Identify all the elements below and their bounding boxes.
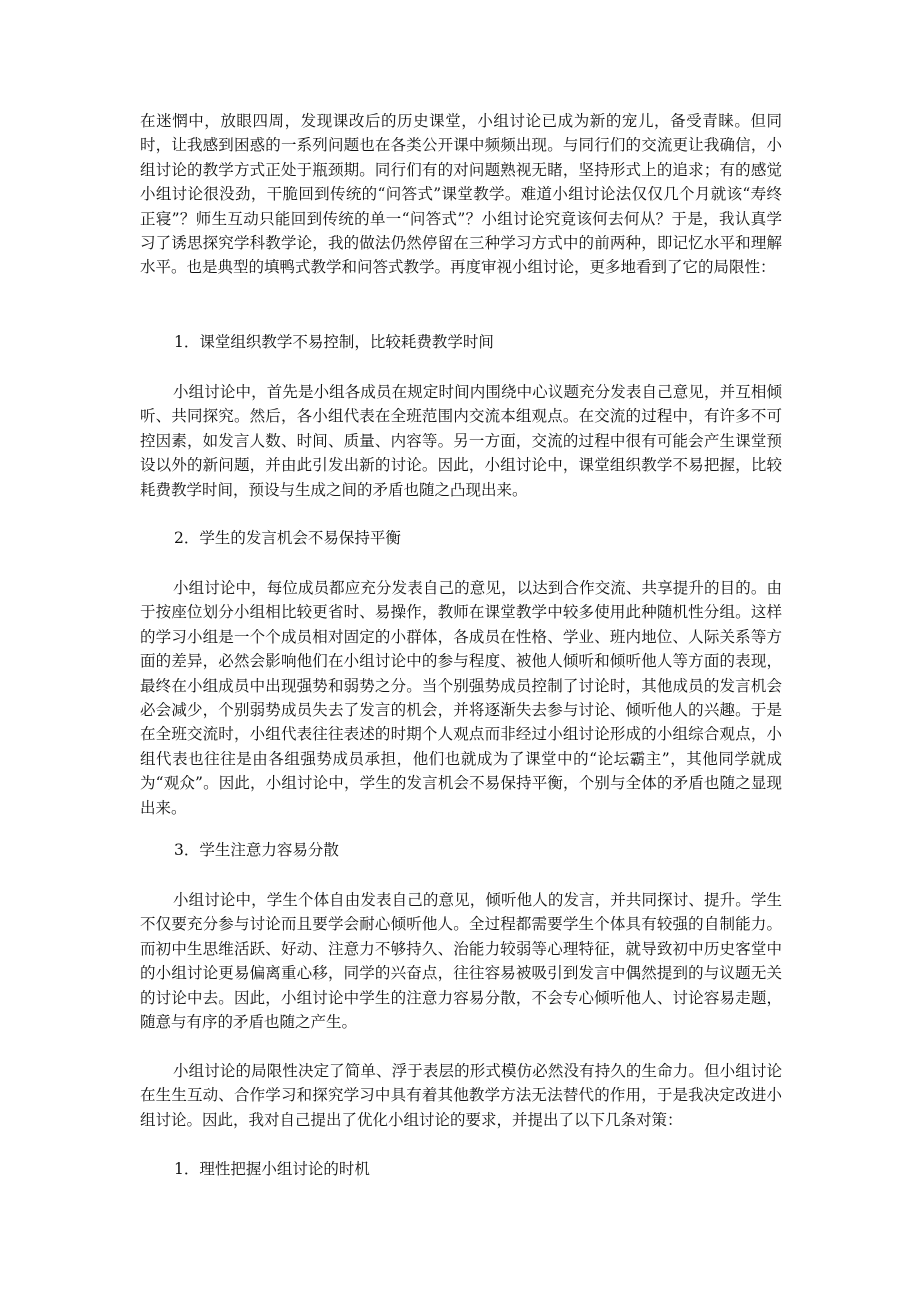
section-heading-1: 1．课堂组织教学不易控制，比较耗费教学时间 — [174, 333, 494, 351]
conclusion-paragraph: 小组讨论的局限性决定了简单、浮于表层的形式模仿必然没有持久的生命力。但小组讨论在生生互动、合作学习和探究学习中具有着其他教学方法无法替代的作用，于是我决定改进小组讨论。因此，我对自己提出了优化小组讨论的要求，并提出了以下几条对策： — [140, 1062, 782, 1129]
section-paragraph-1: 小组讨论中，首先是小组各成员在规定时间内围绕中心议题充分发表自己意见，并互相倾听、共同探究。然后，各小组代表在全班范围内交流本组观点。在交流的过程中，有许多不可控因素，如发言人数、时间、质量、内容等。另一方面，交流的过程中很有可能会产生课堂预设以外的新问题，并由此引发出新的讨论。因此，小组讨论中，课堂组织教学不易把握，比较耗费教学时间，预设与生成之间的矛盾也随之凸现出来。 — [140, 383, 782, 499]
section-heading-2: 2．学生的发言机会不易保持平衡 — [174, 529, 401, 547]
intro-paragraph: 在迷惘中，放眼四周，发现课改后的历史课堂，小组讨论已成为新的宠儿，备受青睐。但同时，让我感到困惑的一系列问题也在各类公开课中频频出现。与同行们的交流更让我确信，小组讨论的教学方式正处于瓶颈期。同行们有的对问题熟视无睹，坚持形式上的追求；有的感觉小组讨论很没劲，干脆回到传统的“问答式”课堂教学。难道小组讨论法仅仅几个月就该“寿终正寝”？师生互动只能回到传统的单一“问答式”？小组讨论究竟该何去何从？于是，我认真学习了诱思探究学科教学论，我的做法仍然停留在三种学习方式中的前两种，即记忆水平和理解水平。也是典型的填鸭式教学和问答式教学。再度审视小组讨论，更多地看到了它的局限性： — [140, 112, 782, 277]
section-paragraph-3: 小组讨论中，学生个体自由发表自己的意见，倾听他人的发言，并共同探讨、提升。学生不仅要充分参与讨论而且要学会耐心倾听他人。全过程都需要学生个体具有较强的自制能力。而初中生思维活跃、好动、注意力不够持久、治能力较弱等心理特征，就导致初中历史客堂中的小组讨论更易偏离重心移，同学的兴奋点，往往容易被吸引到发言中偶然提到的与议题无关的讨论中去。因此，小组讨论中学生的注意力容易分散，不会专心倾听他人、讨论容易走题，随意与有序的矛盾也随之产生。 — [140, 891, 782, 1032]
section-paragraph-2: 小组讨论中，每位成员都应充分发表自己的意见，以达到合作交流、共享提升的目的。由于按座位划分小组相比较更省时、易操作，教师在课堂教学中较多使用此种随机性分组。这样的学习小组是一个个成员相对固定的小群体，各成员在性格、学业、班内地位、人际关系等方面的差异，必然会影响他们在小组讨论中的参与程度、被他人倾听和倾听他人等方面的表现，最终在小组成员中出现强势和弱势之分。当个别强势成员控制了讨论时，其他成员的发言机会必会减少，个别弱势成员失去了发言的机会，并将逐渐失去参与讨论、倾听他人的兴趣。于是在全班交流时，小组代表往往表述的时期个人观点而非经过小组讨论形成的小组综合观点，小组代表也往往是由各组强势成员承担，他们也就成为了课堂中的“论坛霸主”，其他同学就成为“观众”。因此，小组讨论中，学生的发言机会不易保持平衡，个别与全体的矛盾也随之显现出来。 — [140, 579, 782, 817]
strategy-heading-1: 1．理性把握小组讨论的时机 — [174, 1160, 370, 1178]
section-heading-3: 3．学生注意力容易分散 — [174, 841, 339, 859]
